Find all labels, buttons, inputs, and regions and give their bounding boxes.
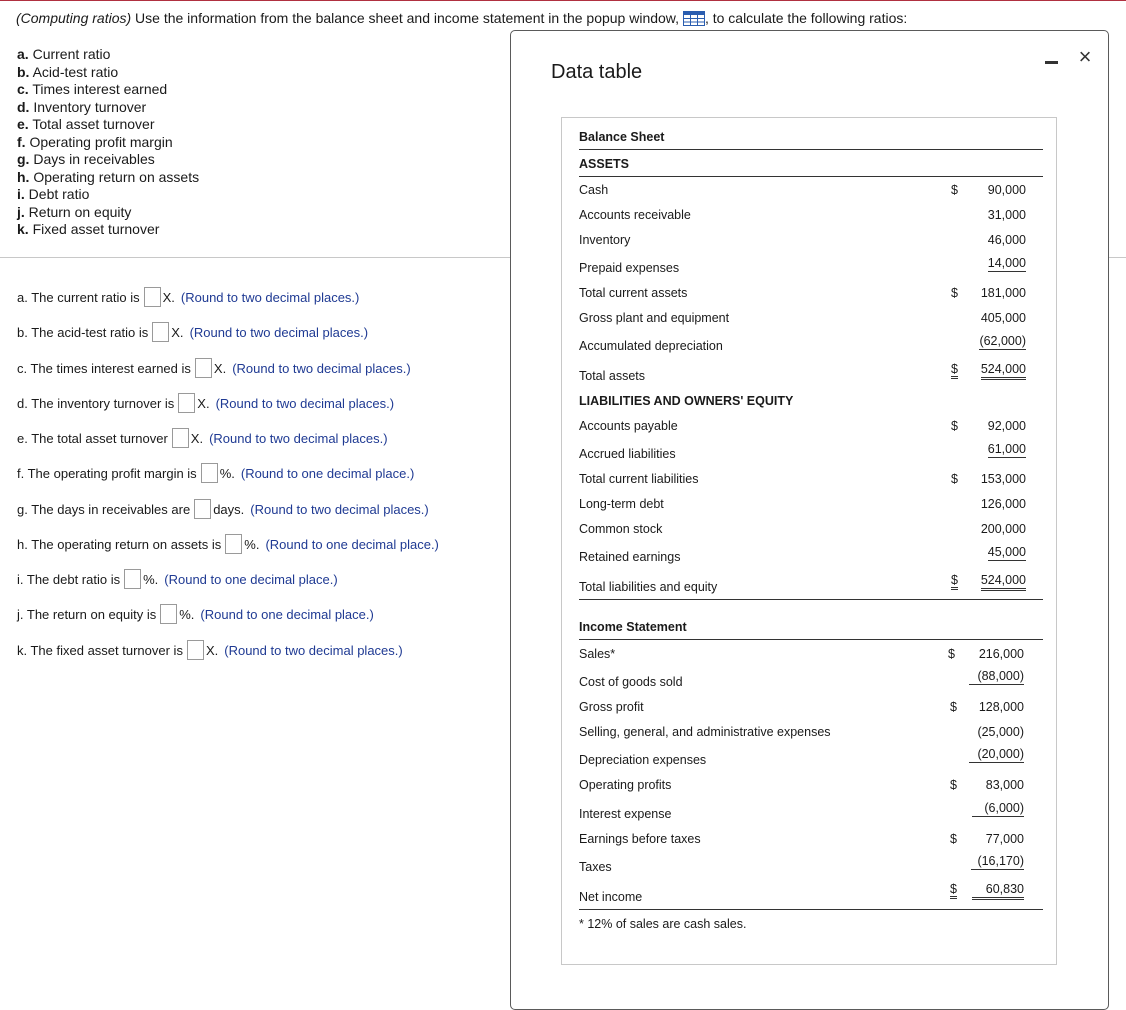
list-item: i. Debt ratio [17, 186, 90, 202]
rule [579, 176, 1043, 177]
question-operating-return-on-assets: h. The operating return on assets is %. (Round to one decimal place.) [17, 533, 439, 555]
list-item: e. Total asset turnover [17, 116, 155, 132]
answer-input-b[interactable] [152, 322, 169, 342]
answer-input-k[interactable] [187, 640, 204, 660]
answer-input-h[interactable] [225, 534, 242, 554]
question-return-on-equity: j. The return on equity is %. (Round to one decimal place.) [17, 603, 374, 625]
instruction-body: Use the information from the balance sheet and income statement in the popup window, [135, 10, 680, 26]
data-table-icon[interactable] [683, 11, 705, 26]
instruction-lead: (Computing ratios) [16, 10, 132, 26]
question-current-ratio: a. The current ratio is X. (Round to two decimal places.) [17, 286, 359, 308]
answer-input-j[interactable] [160, 604, 177, 624]
question-days-in-receivables: g. The days in receivables are days. (Round to two decimal places.) [17, 498, 429, 520]
answer-input-g[interactable] [194, 499, 211, 519]
question-acid-test-ratio: b. The acid-test ratio is X. (Round to two decimal places.) [17, 321, 368, 343]
list-item: f. Operating profit margin [17, 133, 173, 150]
answer-input-a[interactable] [144, 287, 161, 307]
list-item: d. Inventory turnover [17, 98, 147, 115]
liabilities-heading: LIABILITIES AND OWNERS' EQUITY [579, 394, 794, 408]
question-operating-profit-margin: f. The operating profit margin is %. (Round to one decimal place.) [17, 462, 414, 484]
section-divider-right [1108, 257, 1126, 258]
answer-input-e[interactable] [172, 428, 189, 448]
list-item: c. Times interest earned [17, 81, 168, 97]
rule [579, 599, 1043, 600]
question-times-interest-earned: c. The times interest earned is X. (Round to two decimal places.) [17, 357, 411, 379]
question-total-asset-turnover: e. The total asset turnover X. (Round to two decimal places.) [17, 427, 388, 449]
ratio-list [17, 46, 199, 239]
list-item: a. Current ratio [17, 46, 111, 62]
list-item: h. Operating return on assets [17, 168, 200, 185]
section-divider [0, 257, 511, 258]
popup-title: Data table [551, 61, 643, 83]
rule [579, 149, 1043, 150]
list-item: j. Return on equity [17, 203, 132, 220]
data-table-popup [510, 30, 1109, 1010]
rule [579, 909, 1043, 910]
answer-input-f[interactable] [201, 463, 218, 483]
close-icon[interactable]: × [1078, 44, 1092, 69]
statements-panel: Balance Sheet ASSETS Cash $ 90,000 Accounts receivable 31,000 Inventory 46,000 Prepaid expenses 14,000 Total current assets $ 181,000 Gross plant and equipment 405,000 Accumulated depreciation (62,000) Total assets $ 524,000 LIABILITIES AND OWNERS' EQUITY Accounts payable $ 92,000 Accrued liabilities 61,000 Total current liabilities $ 153,000 Long-term debt 126,000 Common stock 200,000 Retained earnings 45,000 Total liabilities and equity $ 524,000 Income Statement Sales* $ 216,000 Cost of goods sold (88,000) Gross profit $ 128,000 Selling, general, and administrative expenses (25,000) Depreciation expenses (20,000) Operating profits $ 83,000 Interest expense (6,000) Earnings before taxes $ 77,000 Taxes (16,170) Net income $ 60,830 * 12% of sales are cash sales. [561, 117, 1057, 965]
top-accent-line [0, 0, 1126, 1]
question-inventory-turnover: d. The inventory turnover is X. (Round to two decimal places.) [17, 392, 394, 414]
minimize-icon[interactable] [1045, 55, 1059, 69]
answer-input-i[interactable] [124, 569, 141, 589]
instruction-tail: , to calculate the following ratios: [704, 10, 908, 26]
question-debt-ratio: i. The debt ratio is %. (Round to one decimal place.) [17, 568, 338, 590]
income-statement-title: Income Statement [579, 620, 687, 634]
list-item: k. Fixed asset turnover [17, 221, 160, 237]
list-item: b. Acid-test ratio [17, 63, 119, 80]
answer-input-d[interactable] [178, 393, 195, 413]
rule [579, 639, 1043, 640]
instruction-text [16, 10, 907, 26]
list-item: g. Days in receivables [17, 151, 155, 167]
question-fixed-asset-turnover: k. The fixed asset turnover is X. (Round to two decimal places.) [17, 639, 403, 661]
answer-input-c[interactable] [195, 358, 212, 378]
balance-sheet-title: Balance Sheet [579, 130, 665, 144]
assets-heading: ASSETS [579, 157, 630, 171]
